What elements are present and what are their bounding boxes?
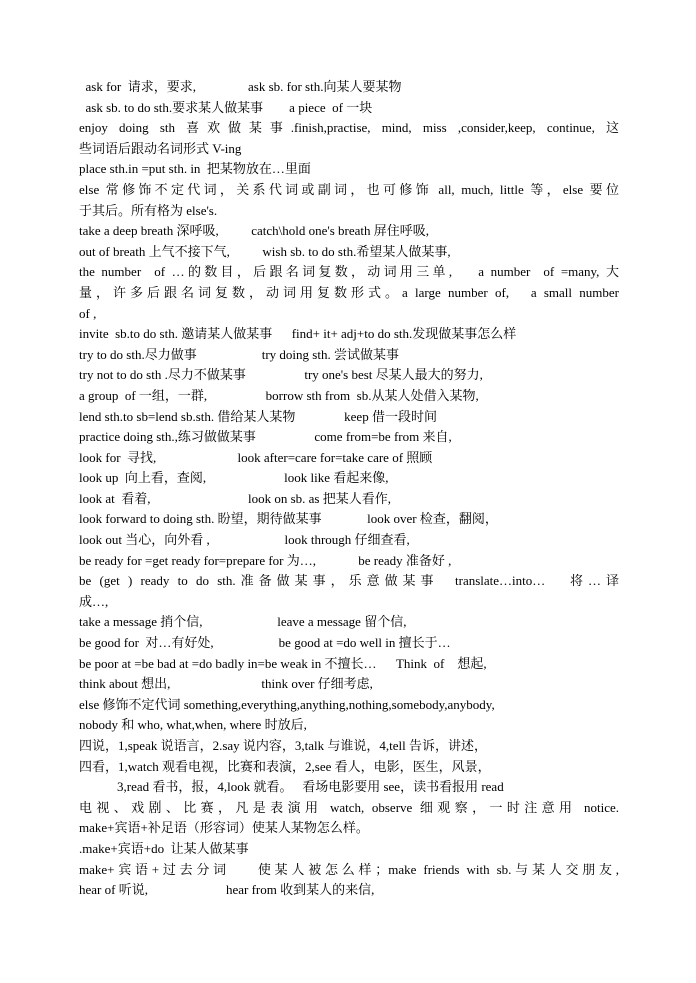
text-line: look forward to doing sth. 盼望，期待做某事 look over 检查，翻阅， <box>79 511 498 527</box>
text-line: look for 寻找, look after=care for=take care of 照顾 <box>79 449 433 465</box>
text-line: be good for 对…有好处, be good at =do well in 擅长于… <box>79 635 451 651</box>
text-line: out of breath 上气不接下气, wish sb. to do sth.希望某人做某事, <box>79 243 451 259</box>
text-line: take a deep breath 深呼吸, catch\hold one's breath 屏住呼吸, <box>79 223 429 239</box>
text-line: look out 当心，向外看 , look through 仔细查看, <box>79 532 410 548</box>
text-line: be ready for =get ready for=prepare for 为…, be ready 准备好 , <box>79 552 452 568</box>
text-line: ask for 请求，要求, ask sb. for sth.向某人要某物 <box>79 79 402 94</box>
text-line: take a message 捎个信, leave a message 留个信, <box>79 614 407 630</box>
document-body <box>79 77 619 901</box>
text-line: try to do sth.尽力做事 try doing sth. 尝试做某事 <box>79 346 399 362</box>
text-line: 些词语后跟动名词形式 V-ing <box>79 140 242 156</box>
text-line: make+宾语+补足语（形容词）使某人某物怎么样。 <box>79 820 369 836</box>
text-line: else 常修饰不定代词，关系代词或副词，也可修饰 all, much, little 等，else 要位 <box>79 181 619 197</box>
text-line: be (get ) ready to do sth.准备做某事，乐意做某事 translate…into… 将…译 <box>79 573 619 589</box>
text-line: think about 想出, think over 仔细考虑, <box>79 676 373 692</box>
text-line: 量，许多后跟名词复数，动词用复数形式。a large number of, a small number <box>79 284 619 300</box>
text-line: 四看，1,watch 观看电视，比赛和表演，2,see 看人，电影，医生，风景， <box>79 758 491 774</box>
text-line: place sth.in =put sth. in 把某物放在…里面 <box>79 161 311 177</box>
text-line: lend sth.to sb=lend sb.sth. 借给某人某物 keep 借一段时间 <box>79 408 437 424</box>
text-line: practice doing sth.,练习做做某事 come from=be from 来自, <box>79 429 452 445</box>
text-line: 四说，1,speak 说语言，2.say 说内容，3,talk 与谁说，4,tell 告诉，讲述， <box>79 738 488 753</box>
text-line: of , <box>79 305 97 321</box>
text-line: 成…, <box>79 593 109 609</box>
text-line: enjoy doing sth 喜欢做某事.finish,practise, mind, miss ,consider,keep, continue, 这 <box>79 120 619 136</box>
text-line: be poor at =be bad at =do badly in=be weak in 不擅长… Think of 想起, <box>79 655 487 671</box>
text-line: a group of 一组，一群, borrow sth from sb.从某人处借入某物, <box>79 387 479 403</box>
text-line: invite sb.to do sth. 邀请某人做某事 find+ it+ adj+to do sth.发现做某事怎么样 <box>79 326 517 342</box>
text-line: the number of …的数目，后跟名词复数，动词用三单, a number of =many, 大 <box>79 264 619 280</box>
text-line: hear of 听说, hear from 收到某人的来信, <box>79 882 375 898</box>
text-line: make+宾语+过去分词 使某人被怎么样；make friends with sb.与某人交朋友, <box>79 861 619 877</box>
text-line: 于其后。所有格为 else's. <box>79 202 218 218</box>
text-line: try not to do sth .尽力不做某事 try one's best 尽某人最大的努力, <box>79 367 483 383</box>
text-line: .make+宾语+do 让某人做某事 <box>79 840 249 856</box>
text-line: else 修饰不定代词 something,everything,anything,nothing,somebody,anybody, <box>79 696 495 712</box>
text-line: nobody 和 who, what,when, where 时放后, <box>79 717 307 733</box>
text-line: 电视、戏剧、比赛，凡是表演用 watch, observe 细观察，一时注意用 notice. <box>79 799 619 815</box>
text-line: look at 看着, look on sb. as 把某人看作, <box>79 490 391 506</box>
text-line: ask sb. to do sth.要求某人做某事 a piece of 一块 <box>79 99 373 115</box>
text-line: 3,read 看书，报，4,look 就看。 看场电影要用 see，读书看报用 read <box>117 779 504 795</box>
text-line: look up 向上看，查阅, look like 看起来像, <box>79 470 389 486</box>
